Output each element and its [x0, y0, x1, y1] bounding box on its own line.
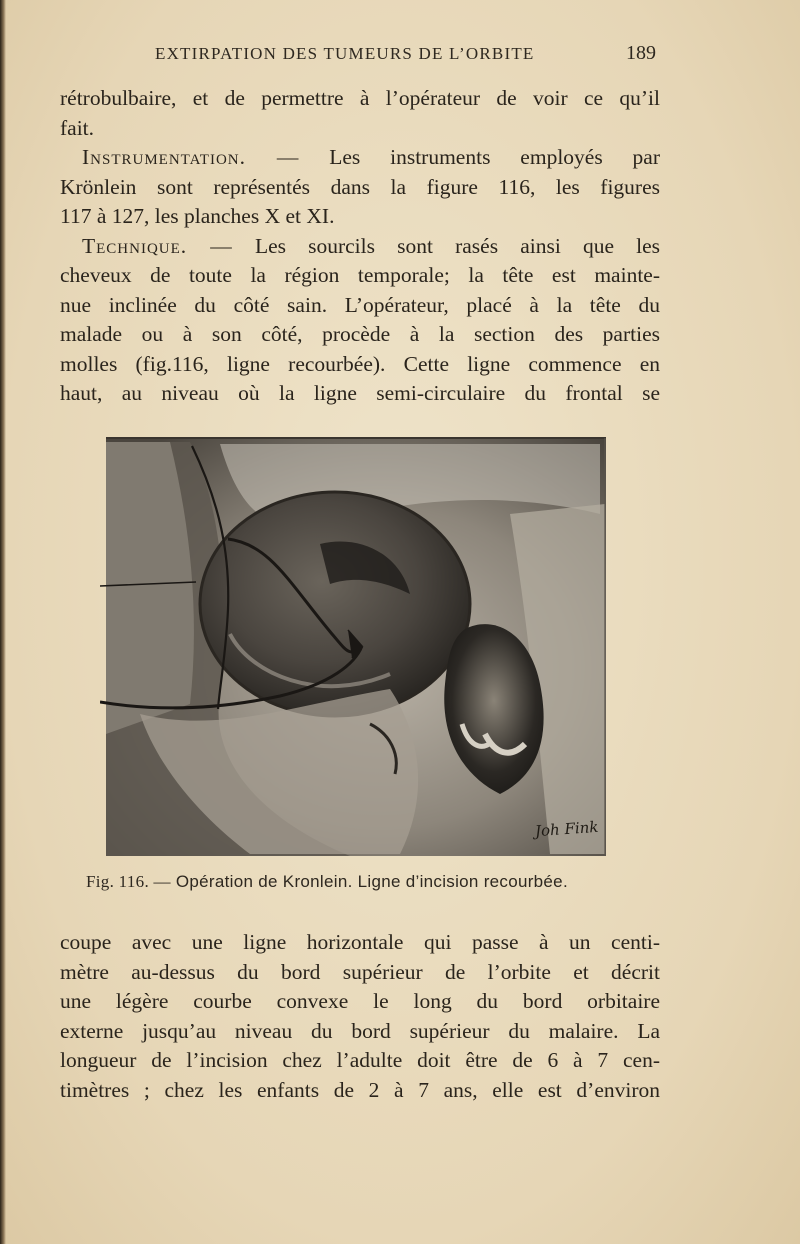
text-block-top [60, 84, 660, 409]
text-line-fragment: Les instruments employés par [329, 145, 661, 169]
running-title: EXTIRPATION DES TUMEURS DE L’ORBITE [155, 44, 535, 63]
figure-caption [86, 872, 666, 892]
section-heading-technique: Technique. — [82, 233, 233, 258]
skull-engraving [100, 434, 612, 860]
figure-skull-illustration [100, 434, 612, 860]
text-line: rétrobulbaire, et de permettre à l’opérateur de voir ce qu’il [60, 86, 660, 110]
text-line [60, 232, 660, 262]
text-line: 117 à 127, les planches X et XI. [60, 204, 335, 228]
engraver-signature: Joh Fink [534, 817, 599, 841]
caption-text: Opération de Kronlein. Ligne d’incision recourbée. [175, 872, 568, 891]
text-line-fragment: Les sourcils sont rasés ainsi que les [254, 233, 660, 258]
text-line: haut, au niveau où la ligne semi-circulaire du frontal se [60, 381, 660, 405]
text-line: mètre au-dessus du bord supérieur de l’orbite et décrit [60, 959, 660, 984]
text-line: timètres ; chez les enfants de 2 à 7 ans, elle est d’environ [60, 1077, 660, 1102]
text-line: malade ou à son côté, procède à la section des parties [60, 322, 660, 346]
text-line: externe jusqu’au niveau du bord supérieur du malaire. La [60, 1018, 660, 1043]
text-line: longueur de l’incision chez l’adulte doit être de 6 à 7 cen- [60, 1048, 660, 1072]
caption-label: Fig. 116. — [86, 872, 171, 891]
running-head [60, 44, 660, 72]
section-heading-instrumentation: Instrumentation. — [82, 145, 300, 169]
text-line: une légère courbe convexe le long du bord orbitaire [60, 989, 660, 1013]
text-line [60, 143, 660, 173]
text-line: Krönlein sont représentés dans la figure 116, les figures [60, 174, 660, 199]
text-block-bottom [60, 928, 660, 1105]
text-line: nue inclinée du côté sain. L’opérateur, placé à la tête du [60, 292, 660, 317]
page-binding-edge [0, 0, 6, 1244]
text-line: molles (fig.116, ligne recourbée). Cette ligne commence en [60, 351, 660, 376]
page-number: 189 [626, 42, 656, 64]
text-line: coupe avec une ligne horizontale qui passe à un centi- [60, 930, 660, 954]
text-line: fait. [60, 115, 95, 140]
text-line: cheveux de toute la région temporale; la tête est mainte- [60, 263, 660, 287]
